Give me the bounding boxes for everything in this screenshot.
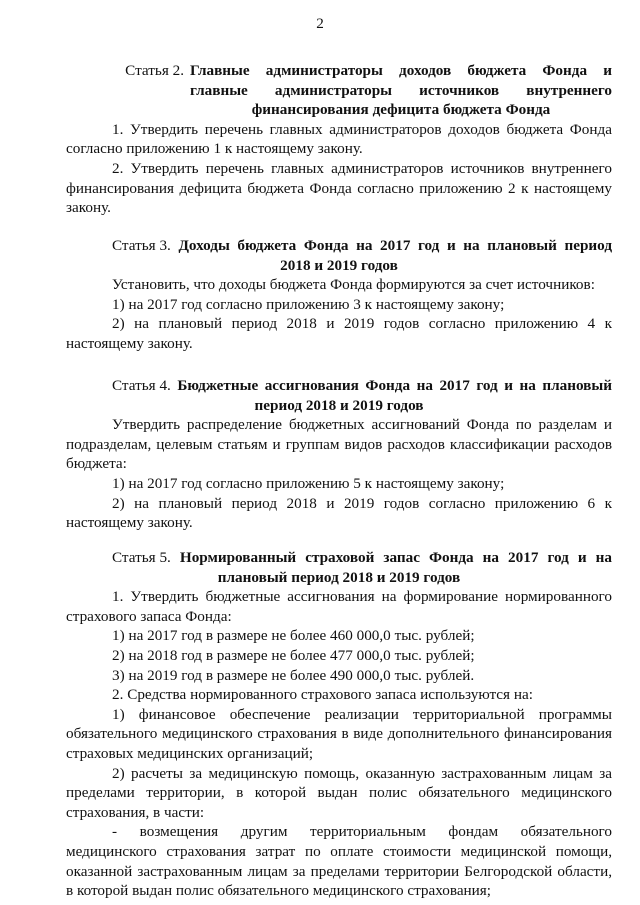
article-2-heading bbox=[66, 61, 612, 120]
article-5-sub-3: 3) на 2019 год в размере не более 490 000,0 тыс. рублей. bbox=[112, 666, 475, 684]
article-3-label: Статья 3. bbox=[112, 237, 171, 254]
article-4-title-line-2: период 2018 и 2019 годов bbox=[254, 396, 424, 414]
article-4-intro: Утвердить распределение бюджетных ассигнований Фонда по разделам и подразделам, целевым статьям и группам видов расходов классификации расходов бюджета: bbox=[66, 416, 612, 473]
article-3-title-line-2: 2018 и 2019 годов bbox=[280, 256, 398, 274]
article-4-label: Статья 4. bbox=[112, 377, 171, 394]
article-5-title-line-2: плановый период 2018 и 2019 годов bbox=[217, 568, 461, 586]
article-5-dash-item-1: - возмещения другим территориальным фондам обязательного медицинского страхования затрат по оплате стоимости медицинской помощи, оказанной застрахованным лицам за пределами территории Белгородской области, в которой выдан полис обязательного медицинского страхования; bbox=[66, 823, 612, 900]
article-4 bbox=[66, 376, 612, 533]
article-2-paragraph-2: 2. Утвердить перечень главных администраторов источников внутреннего финансирования дефицита бюджета Фонда согласно приложению 2 к настоящему закону. bbox=[66, 159, 612, 217]
article-5-title-line-1: Нормированный страховой запас Фонда на 2017 год и на bbox=[179, 549, 612, 566]
article-5 bbox=[66, 548, 612, 901]
article-2-title-line-1: Главные администраторы доходов бюджета Фонда и bbox=[190, 62, 612, 79]
article-3-item-2: 2) на плановый период 2018 и 2019 годов согласно приложению 4 к настоящему закону. bbox=[66, 315, 612, 352]
article-4-item-2: 2) на плановый период 2018 и 2019 годов согласно приложению 6 к настоящему закону. bbox=[66, 494, 612, 532]
article-3 bbox=[66, 236, 612, 354]
article-4-heading bbox=[66, 376, 612, 415]
article-3-intro: Установить, что доходы бюджета Фонда формируются за счет источников: bbox=[112, 276, 595, 294]
page-number: 2 bbox=[316, 15, 324, 32]
article-5-paragraph-2: 2. Средства нормированного страхового запаса используются на: bbox=[112, 686, 533, 704]
article-5-paragraph-1: 1. Утвердить бюджетные ассигнования на формирование нормированного страхового запаса Фонда: bbox=[66, 588, 612, 625]
article-2 bbox=[66, 61, 612, 218]
article-3-title-line-1: Доходы бюджета Фонда на 2017 год и на плановый период bbox=[178, 237, 613, 254]
article-5-sub-2: 2) на 2018 год в размере не более 477 000,0 тыс. рублей; bbox=[112, 646, 475, 664]
article-5-heading bbox=[66, 548, 612, 587]
article-3-heading bbox=[66, 236, 612, 275]
article-5-paragraph-2-item-1: 1) финансовое обеспечение реализации территориальной программы обязательного медицинского страхования в виде дополнительного финансирования страховых медицинских организаций; bbox=[66, 705, 612, 762]
article-5-sub-1: 1) на 2017 год в размере не более 460 000,0 тыс. рублей; bbox=[112, 627, 475, 645]
article-2-label: Статья 2. bbox=[125, 62, 184, 79]
article-2-title-line-3: финансирования дефицита бюджета Фонда bbox=[251, 101, 551, 119]
article-2-title-line-2: главные администраторы источников внутреннего bbox=[190, 81, 612, 99]
article-5-label: Статья 5. bbox=[112, 549, 171, 566]
article-5-paragraph-2-item-2: 2) расчеты за медицинскую помощь, оказанную застрахованным лицам за пределами территории, в которой выдан полис обязательного медицинского страхования, в части: bbox=[66, 764, 612, 821]
article-4-title-line-1: Бюджетные ассигнования Фонда на 2017 год и на плановый bbox=[177, 377, 612, 394]
article-4-item-1: 1) на 2017 год согласно приложению 5 к настоящему закону; bbox=[112, 474, 505, 492]
article-2-paragraph-1: 1. Утвердить перечень главных администраторов доходов бюджета Фонда согласно приложению 1 к настоящему закону. bbox=[66, 120, 612, 158]
article-3-item-1: 1) на 2017 год согласно приложению 3 к настоящему закону; bbox=[112, 295, 505, 313]
